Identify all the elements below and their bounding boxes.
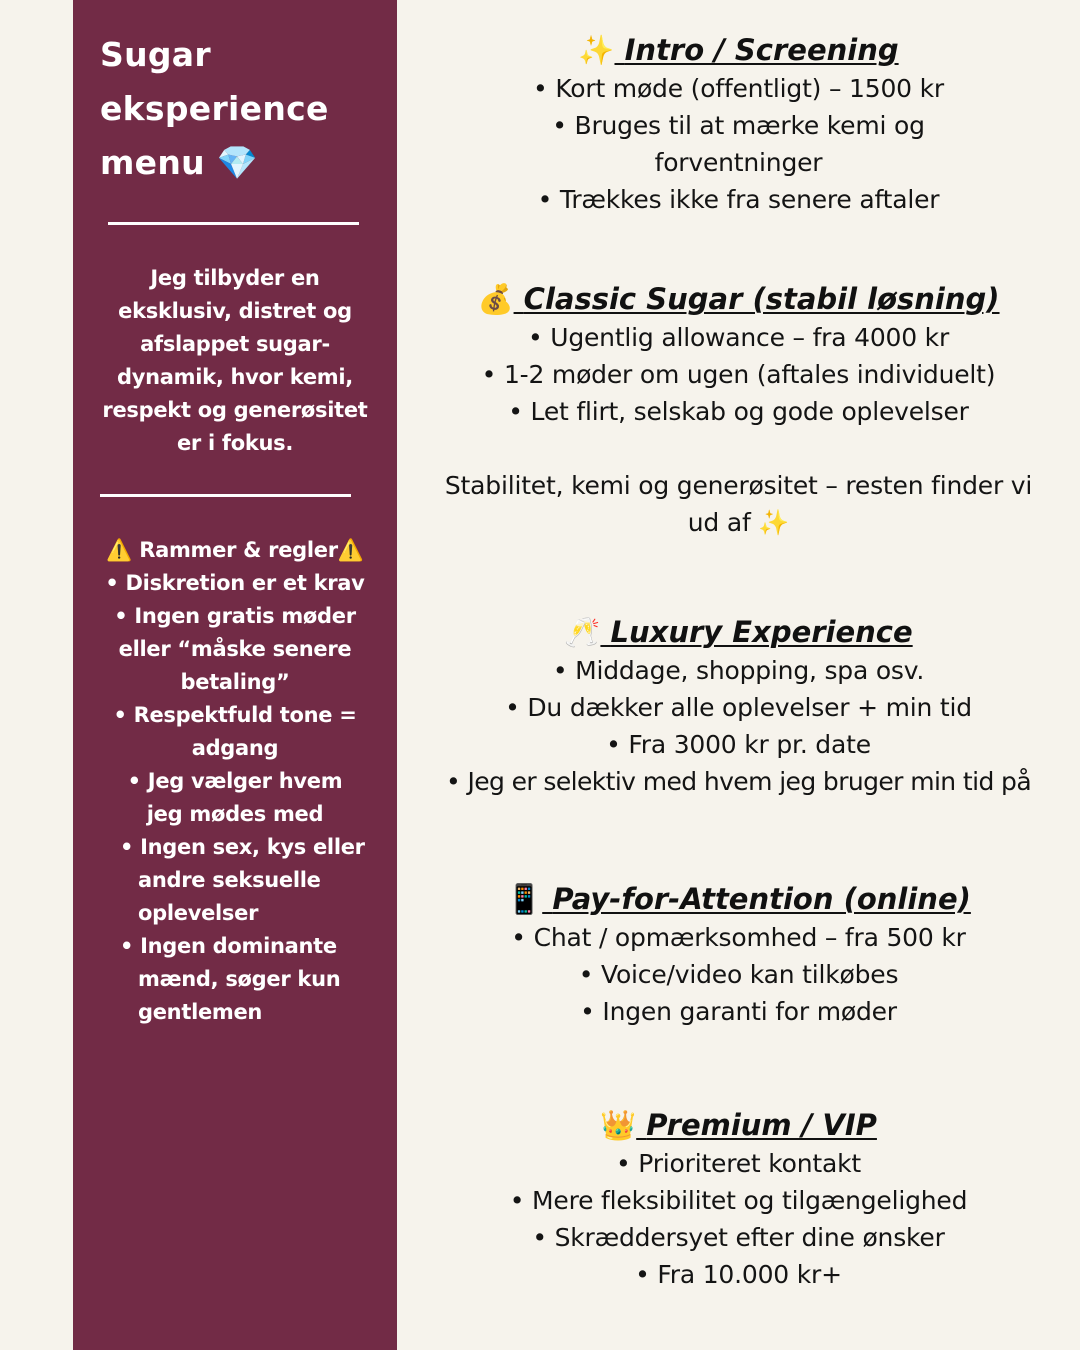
section-line: • Voice/video kan tilkøbes (578, 960, 899, 989)
section-line: • Ingen garanti for møder (580, 997, 897, 1026)
section-line: • Middage, shopping, spa osv. (552, 656, 925, 685)
section-line: • Du dækker alle oplevelser + min tid (505, 693, 972, 722)
section-title: Luxury Experience (610, 615, 913, 649)
sidebar-panel (73, 0, 397, 1350)
section-title: Pay-for-Attention (online) (552, 882, 971, 916)
rules-block (95, 534, 375, 1029)
divider-middle (100, 494, 351, 497)
section-intro-screening (397, 30, 1080, 218)
divider-top (108, 222, 359, 225)
menu-title-line-1: Sugar (100, 35, 211, 74)
section-heading (397, 612, 1080, 652)
rule-item: • Ingen dominante mænd, søger kun gentlemen (120, 934, 341, 1024)
crown-icon: 👑 (600, 1108, 637, 1142)
rule-item: • Respektfuld tone = adgang (113, 703, 357, 760)
rule-item: • Diskretion er et krav (105, 571, 365, 595)
section-heading (397, 30, 1080, 70)
section-line: • Let flirt, selskab og gode oplevelser (508, 397, 969, 426)
section-line: • Fra 3000 kr pr. date (606, 730, 871, 759)
section-line: • Jeg er selektiv med hvem jeg bruger min tid på (445, 767, 1032, 796)
diamond-icon: 💎 (216, 143, 259, 182)
section-title: Classic Sugar (stabil løsning) (523, 282, 1000, 316)
section-note: Stabilitet, kemi og generøsitet – resten finder vi ud af ✨ (444, 471, 1033, 537)
section-line: • Mere fleksibilitet og tilgængelighed (509, 1186, 968, 1215)
main-content (397, 0, 1080, 1350)
section-pay-for-attention (397, 879, 1080, 1030)
section-luxury-experience (397, 612, 1080, 800)
section-line: • Prioriteret kontakt (615, 1149, 862, 1178)
champagne-icon: 🥂 (564, 615, 601, 649)
section-title: Intro / Screening (624, 33, 899, 67)
rules-heading: ⚠️ Rammer & regler⚠️ (106, 538, 364, 562)
section-classic-sugar (397, 279, 1080, 541)
section-line: • Trækkes ikke fra senere aftaler (537, 185, 940, 214)
rule-item: • Jeg vælger hvem jeg mødes med (127, 769, 343, 826)
section-line: • Fra 10.000 kr+ (635, 1260, 842, 1289)
sparkles-icon: ✨ (578, 33, 615, 67)
section-heading (397, 879, 1080, 919)
section-premium-vip (397, 1105, 1080, 1293)
section-line: • Skræddersyet efter dine ønsker (532, 1223, 945, 1252)
section-title: Premium / VIP (646, 1108, 877, 1142)
money-bag-icon: 💰 (477, 282, 514, 316)
intro-text: Jeg tilbyder en eksklusiv, distret og afslappet sugar-dynamik, hvor kemi, respekt og generøsitet er i fokus. (102, 266, 368, 455)
menu-title (100, 28, 390, 190)
section-line: • Ugentlig allowance – fra 4000 kr (527, 323, 950, 352)
menu-title-line-2: eksperience (100, 89, 329, 128)
section-line: • Chat / opmærksomhed – fra 500 kr (511, 923, 966, 952)
rule-item: • Ingen gratis møder eller “måske senere betaling” (114, 604, 356, 694)
menu-title-line-3: menu (100, 143, 205, 182)
section-heading (397, 279, 1080, 319)
section-line: • Bruges til at mærke kemi og forventninger (552, 111, 925, 177)
rule-item: • Ingen sex, kys eller andre seksuelle oplevelser (120, 835, 365, 925)
section-line: • 1-2 møder om ugen (aftales individuelt) (481, 360, 996, 389)
section-line: • Kort møde (offentligt) – 1500 kr (533, 74, 944, 103)
mobile-phone-icon: 📱 (506, 882, 543, 916)
section-heading (397, 1105, 1080, 1145)
